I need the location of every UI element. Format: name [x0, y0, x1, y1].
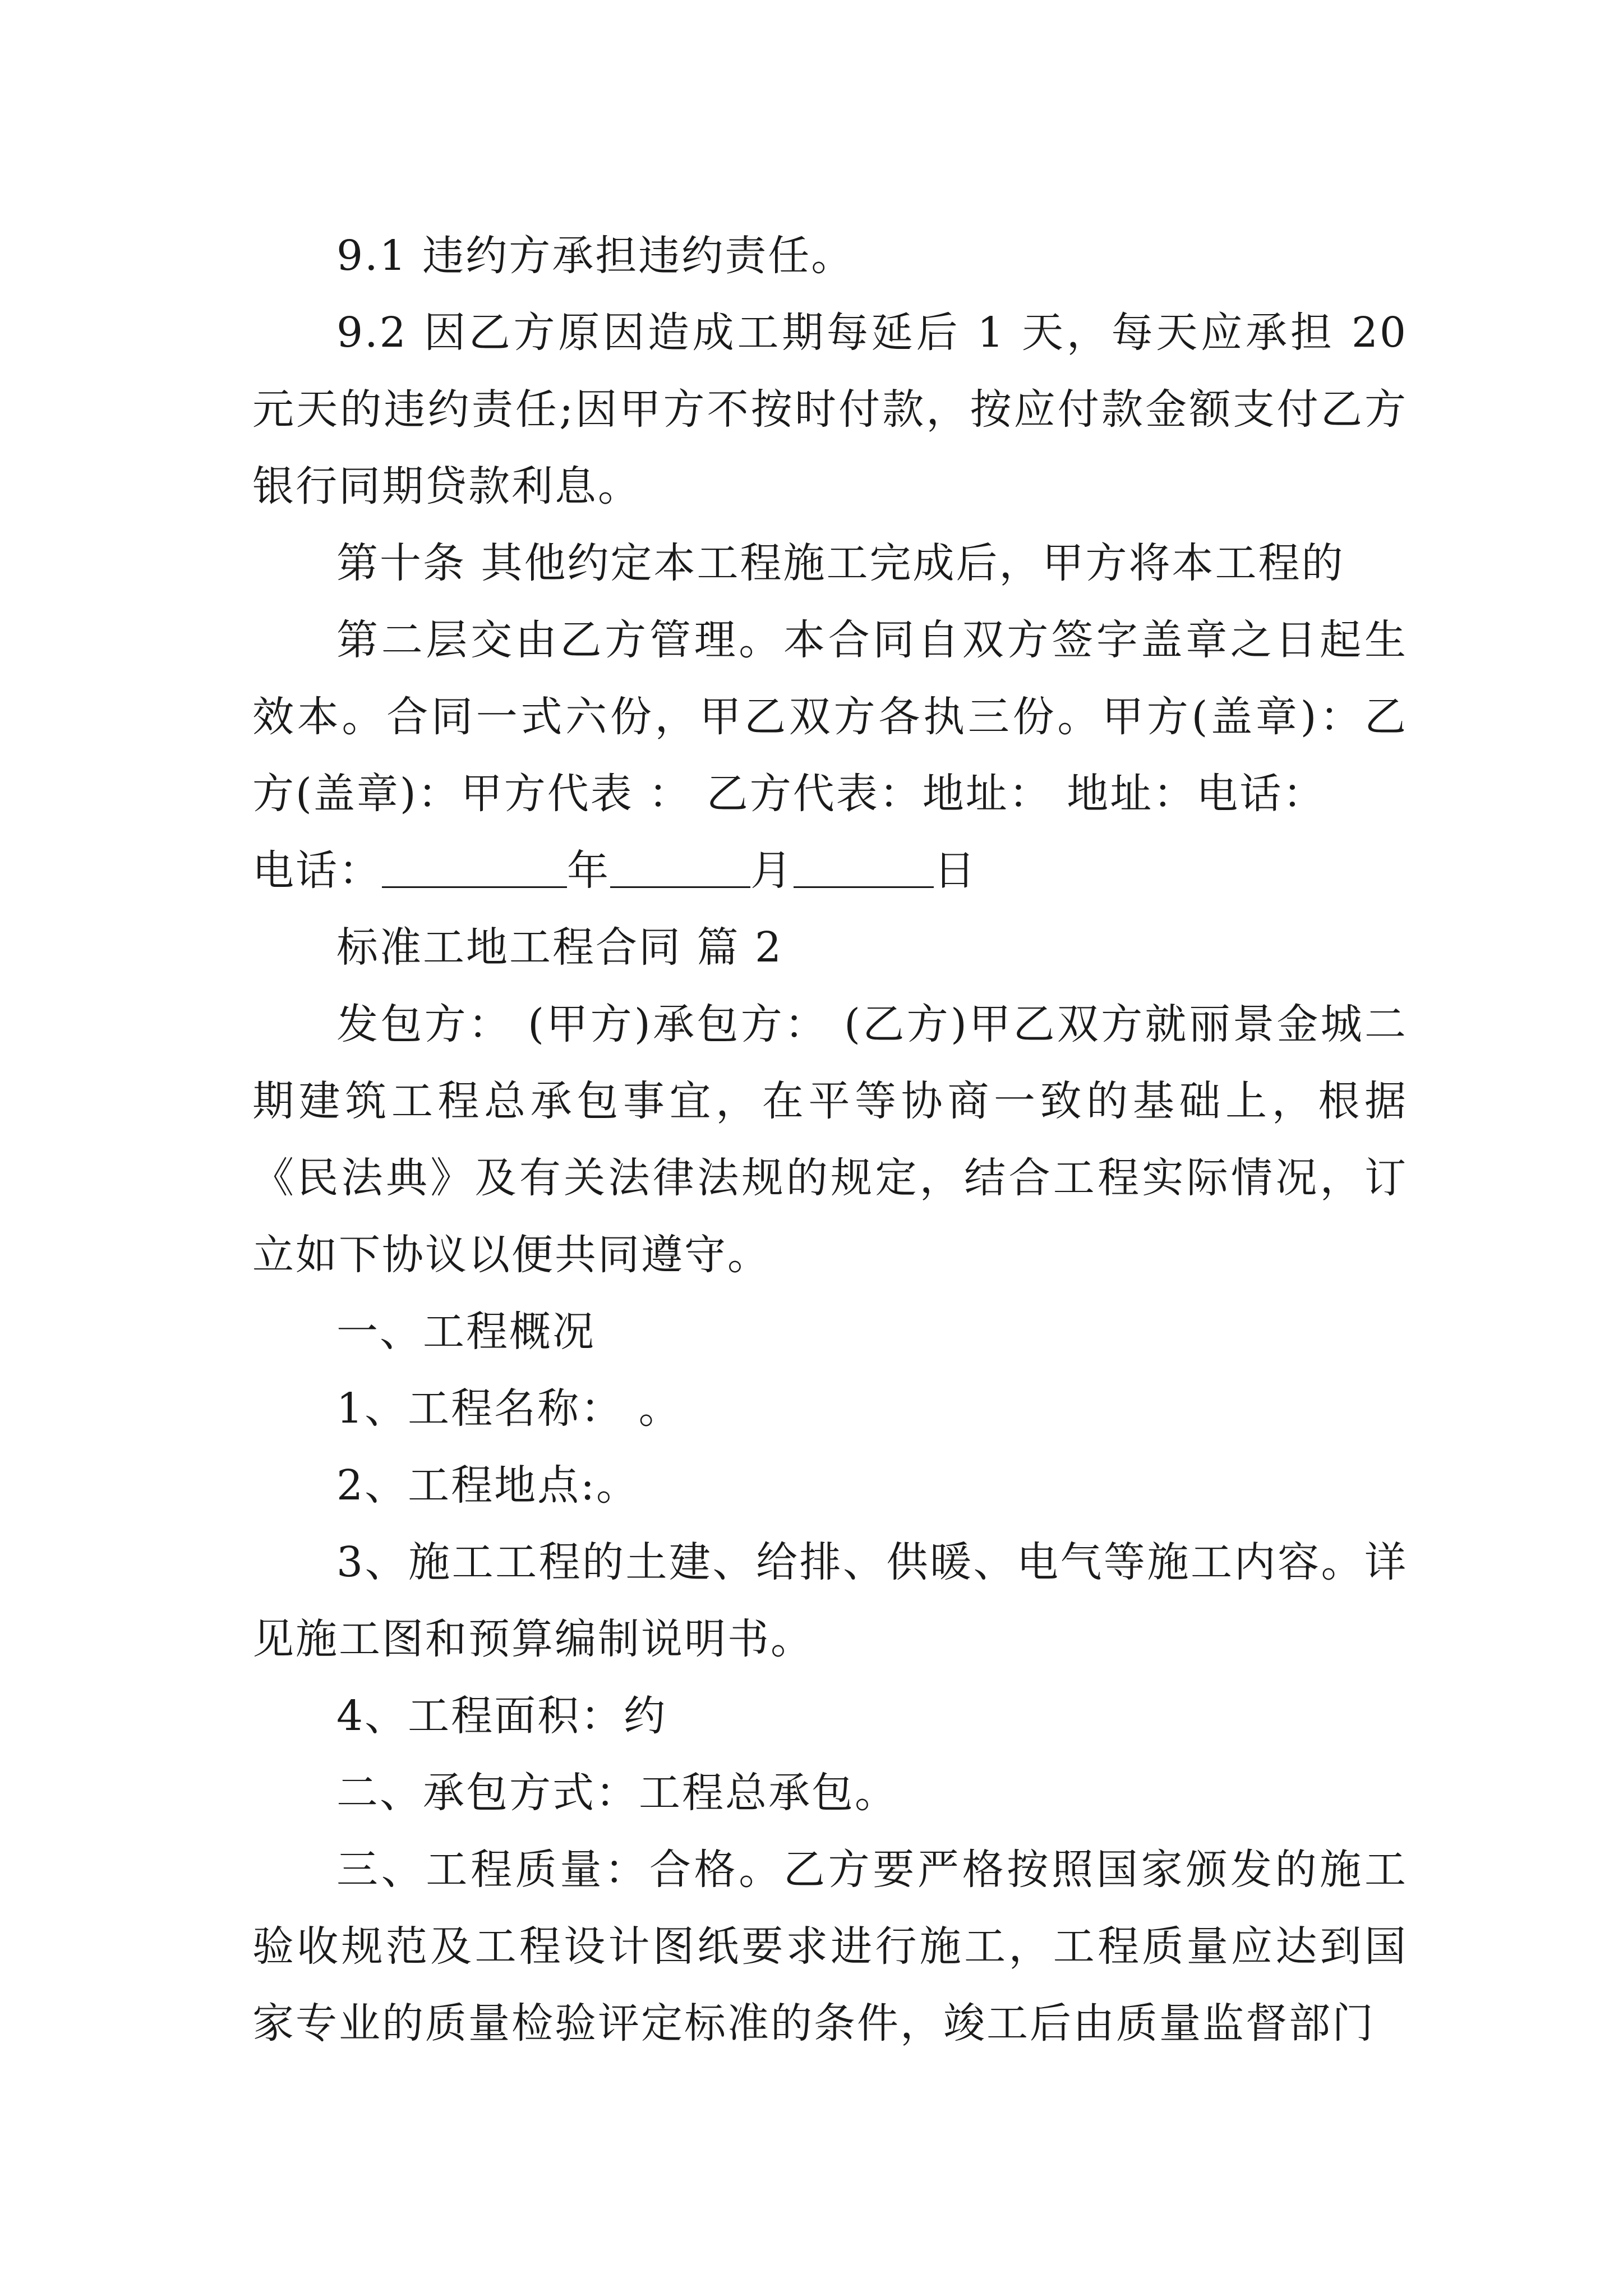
heading-project-quality: 三、工程质量：合格。乙方要严格按照国家颁发的施工验收规范及工程设计图纸要求进行施工，工程质量应达到国家专业的质量检验评定标准的条件，竣工后由质量监督部门	[252, 1846, 1408, 2047]
article-10-body: 第二层交由乙方管理。本合同自双方签字盖章之日起生效本。合同一式六份，甲乙双方各执三份。甲方(盖章)：乙方(盖章)：甲方代表 ： 乙方代表：地址： 地址：电话：	[252, 616, 1408, 818]
preamble: 发包方： (甲方)承包方： (乙方)甲乙双方就丽景金城二期建筑工程总承包事宜，在平等协商一致的基础上，根据《民法典》及有关法律法规的规定，结合工程实际情况，订立如下协议以便共同遵守。	[252, 1000, 1408, 1279]
heading-contract-method: 二、承包方式：工程总承包。	[336, 1769, 898, 1817]
item-project-area: 4、工程面积：约	[336, 1692, 667, 1740]
article-10-heading: 第十条 其他约定本工程施工完成后，甲方将本工程的	[336, 539, 1345, 587]
clause-9-2: 9.2 因乙方原因造成工期每延后 1 天，每天应承担 20 元天的违约责任;因甲方不按时付款，按应付款金额支付乙方银行同期贷款利息。	[252, 309, 1408, 510]
clause-9-1: 9.1 违约方承担违约责任。	[336, 232, 855, 280]
heading-project-overview: 一、工程概况	[336, 1308, 596, 1356]
day-label: 日	[934, 846, 977, 895]
day-blank	[794, 847, 934, 888]
month-label: 月	[750, 846, 794, 895]
document-body	[252, 218, 1408, 2062]
year-blank	[382, 847, 567, 888]
section-title: 标准工地工程合同 篇 2	[336, 923, 783, 972]
signature-date-line	[252, 832, 1408, 909]
item-construction-scope: 3、施工工程的土建、给排、供暖、电气等施工内容。详见施工图和预算编制说明书。	[252, 1538, 1408, 1663]
phone-label: 电话：	[252, 846, 382, 895]
item-project-location: 2、工程地点:。	[336, 1461, 640, 1510]
month-blank	[610, 847, 750, 888]
year-label: 年	[567, 846, 610, 895]
item-project-name: 1、工程名称： 。	[336, 1384, 682, 1433]
